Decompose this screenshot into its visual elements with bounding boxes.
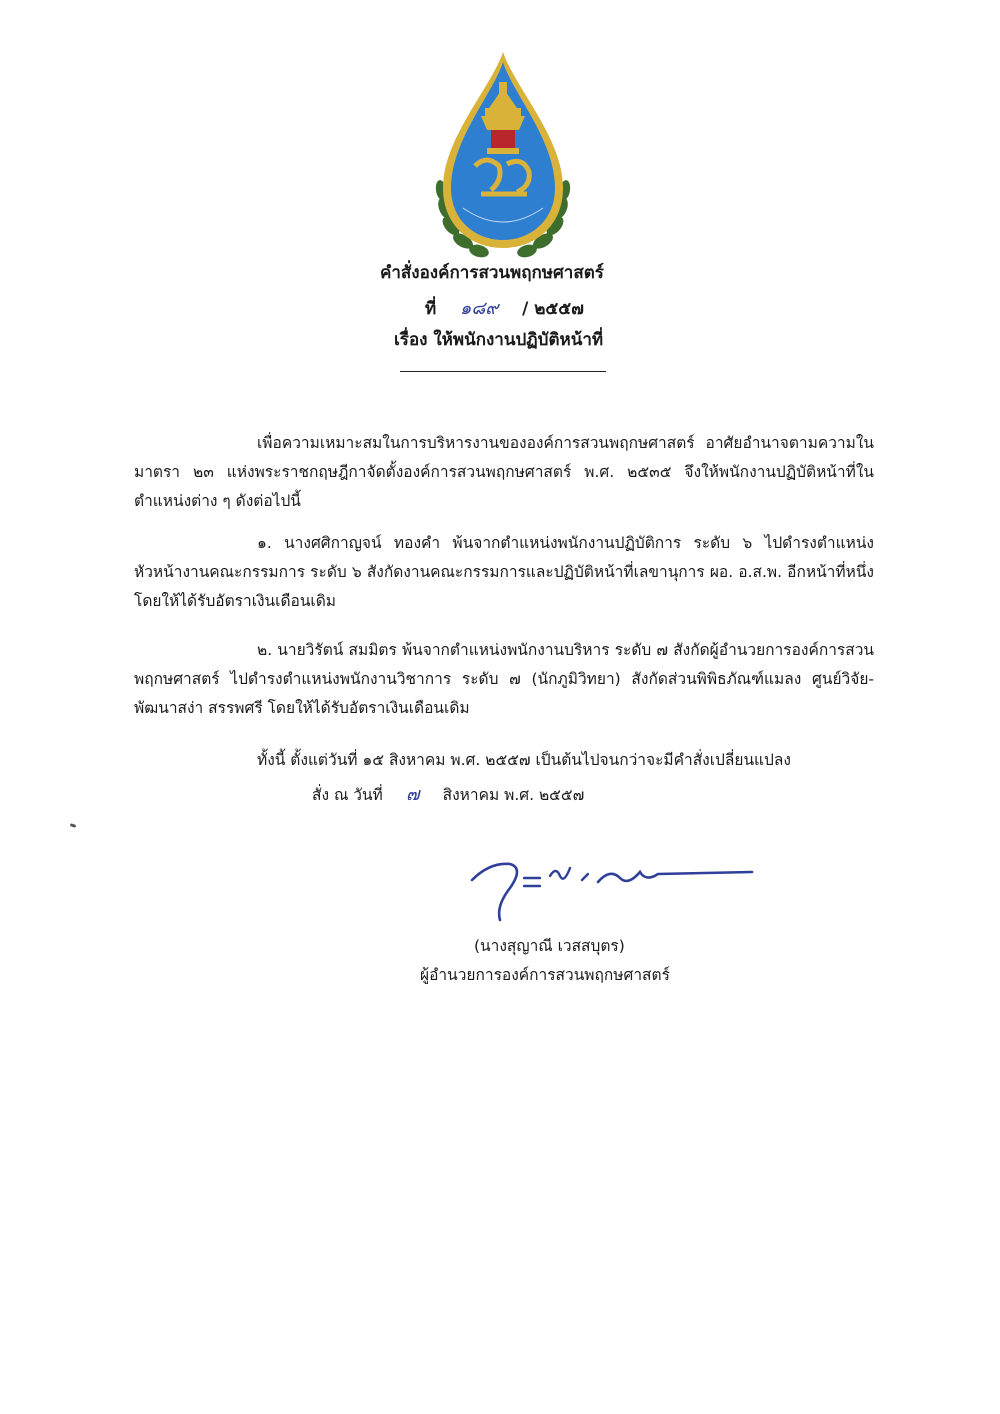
intro-paragraph: เพื่อความเหมาะสมในการบริหารงานขององค์การสวนพฤกษศาสตร์ อาศัยอำนาจตามความในมาตรา ๒๓ แห่งพระราชกฤษฎีกาจัดตั้งองค์การสวนพฤกษศาสตร์ พ.ศ. ๒๕๓๕ จึงให้พนักงานปฏิบัติหน้าที่ในตำแหน่งต่าง ๆ ดังต่อไปนี้ bbox=[134, 433, 874, 510]
scan-speck bbox=[70, 823, 77, 828]
order-subject: เรื่อง ให้พนักงานปฏิบัติหน้าที่ bbox=[394, 330, 604, 350]
emblem-logo bbox=[431, 48, 575, 260]
signer-name: (นางสุญาณี เวสสบุตร) bbox=[474, 937, 625, 955]
order-date-day-handwritten: ๗ bbox=[405, 784, 420, 805]
order-date-suffix: สิงหาคม พ.ศ. ๒๕๕๗ bbox=[442, 786, 585, 804]
order-number-line bbox=[425, 293, 584, 322]
handwritten-signature bbox=[470, 848, 760, 928]
order-heading: คำสั่งองค์การสวนพฤกษศาสตร์ bbox=[380, 263, 604, 283]
order-year: / ๒๕๕๗ bbox=[522, 299, 584, 319]
item-2-paragraph: ๒. นายวิรัตน์ สมมิตร พ้นจากตำแหน่งพนักงานบริหาร ระดับ ๗ สังกัดผู้อำนวยการองค์การสวนพฤกษศาสตร์ ไปดำรงตำแหน่งพนักงานวิชาการ ระดับ ๗ (นักภูมิวิทยา) สังกัดส่วนพิพิธภัณฑ์แมลง ศูนย์วิจัย-พัฒนาสง่า สรรพศรี โดยให้ได้รับอัตราเงินเดือนเดิม bbox=[134, 640, 874, 717]
header-divider bbox=[400, 371, 606, 372]
order-date-prefix: สั่ง ณ วันที่ bbox=[312, 786, 383, 804]
effective-date-paragraph: ทั้งนี้ ตั้งแต่วันที่ ๑๕ สิงหาคม พ.ศ. ๒๕๕๗ เป็นต้นไปจนกว่าจะมีคำสั่งเปลี่ยนแปลง bbox=[257, 750, 791, 769]
signer-title: ผู้อำนวยการองค์การสวนพฤกษศาสตร์ bbox=[420, 966, 670, 984]
order-date-line bbox=[312, 779, 584, 808]
order-number-handwritten: ๑๘๙ bbox=[459, 298, 499, 319]
item-1-paragraph: ๑. นางศศิกาญจน์ ทองคำ พ้นจากตำแหน่งพนักงานปฏิบัติการ ระดับ ๖ ไปดำรงตำแหน่งหัวหน้างานคณะกรรมการ ระดับ ๖ สังกัดงานคณะกรรมการและปฏิบัติหน้าที่เลขานุการ ผอ. อ.ส.พ. อีกหน้าที่หนึ่ง โดยให้ได้รับอัตราเงินเดือนเดิม bbox=[134, 533, 874, 610]
order-number-label: ที่ bbox=[425, 299, 437, 319]
